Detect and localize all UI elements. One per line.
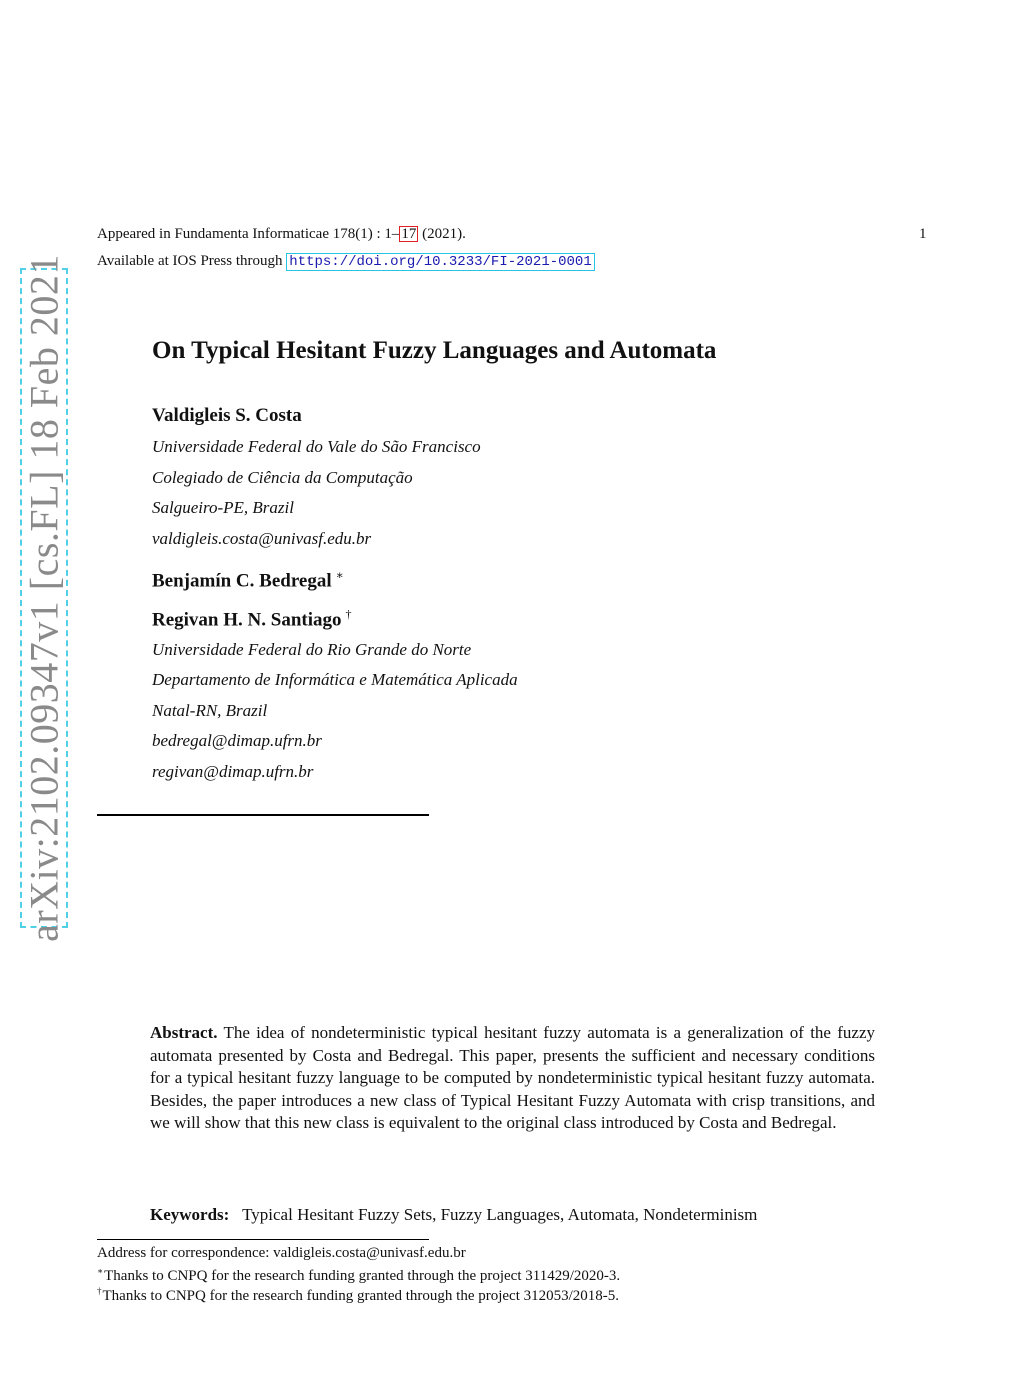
keywords-text: Typical Hesitant Fuzzy Sets, Fuzzy Languages, Automata, Nondeterminism [242,1205,758,1224]
page-ref-link[interactable]: 17 [401,226,417,242]
author-name: Regivan H. N. Santiago † [152,607,352,631]
affiliation-line: Departamento de Informática e Matemática Aplicada [152,670,518,689]
correspondence-address: Address for correspondence: valdigleis.costa@univasf.edu.br [97,1245,466,1261]
affiliation-line: Salgueiro-PE, Brazil [152,498,294,517]
footnote-mark[interactable]: ∗ [335,568,344,582]
footnote-rule [97,1239,429,1240]
author-email: bedregal@dimap.ufrn.br [152,731,322,750]
affiliation-line: Universidade Federal do Vale do São Francisco [152,437,481,456]
page-number: 1 [919,226,927,242]
footnote: †Thanks to CNPQ for the research funding granted through the project 312053/2018-5. [97,1286,620,1304]
separator-rule [97,814,429,816]
footnote-mark[interactable]: † [345,607,352,621]
abstract-label: Abstract. [150,1023,218,1042]
author-name: Benjamín C. Bedregal ∗ [152,568,344,592]
arxiv-stamp[interactable] [20,254,68,942]
abstract-text: The idea of nondeterministic typical hesitant fuzzy automata is a generalization of the fuzzy automata presented by Costa and Bedregal. This paper, presents the sufficient and necessary conditions for a typical hesitant fuzzy language to be computed by nondeterministic typical hesitant fuzzy automata. Besides, the paper introduces a new class of Typical Hesitant Fuzzy Automata with crisp transitions, and we will show that this new class is equivalent to the original class introduced by Costa and Bedregal. [150,1023,875,1133]
journal-line: Appeared in Fundamenta Informaticae 178(1) : 1– 17 (2021). [97,226,466,242]
author-email: regivan@dimap.ufrn.br [152,762,314,781]
keywords-label: Keywords: [150,1205,230,1224]
paper-title: On Typical Hesitant Fuzzy Languages and Automata [152,337,717,364]
affiliation-line: Natal-RN, Brazil [152,701,268,720]
affiliation-line: Universidade Federal do Rio Grande do Norte [152,640,472,659]
availability-line: Available at IOS Press through https://doi.org/10.3233/FI-2021-0001 [97,252,595,271]
author-name: Valdigleis S. Costa [152,405,302,426]
footnote: ∗Thanks to CNPQ for the research funding granted through the project 311429/2020-3. [97,1266,621,1284]
affiliation-line: Colegiado de Ciência da Computação [152,468,413,487]
doi-link[interactable]: https://doi.org/10.3233/FI-2021-0001 [286,253,594,271]
abstract [150,1022,875,1135]
author-email: valdigleis.costa@univasf.edu.br [152,529,372,548]
keywords [150,1205,757,1225]
arxiv-stamp-text: arXiv:2102.09347v1 [cs.FL] 18 Feb 2021 [21,254,67,942]
